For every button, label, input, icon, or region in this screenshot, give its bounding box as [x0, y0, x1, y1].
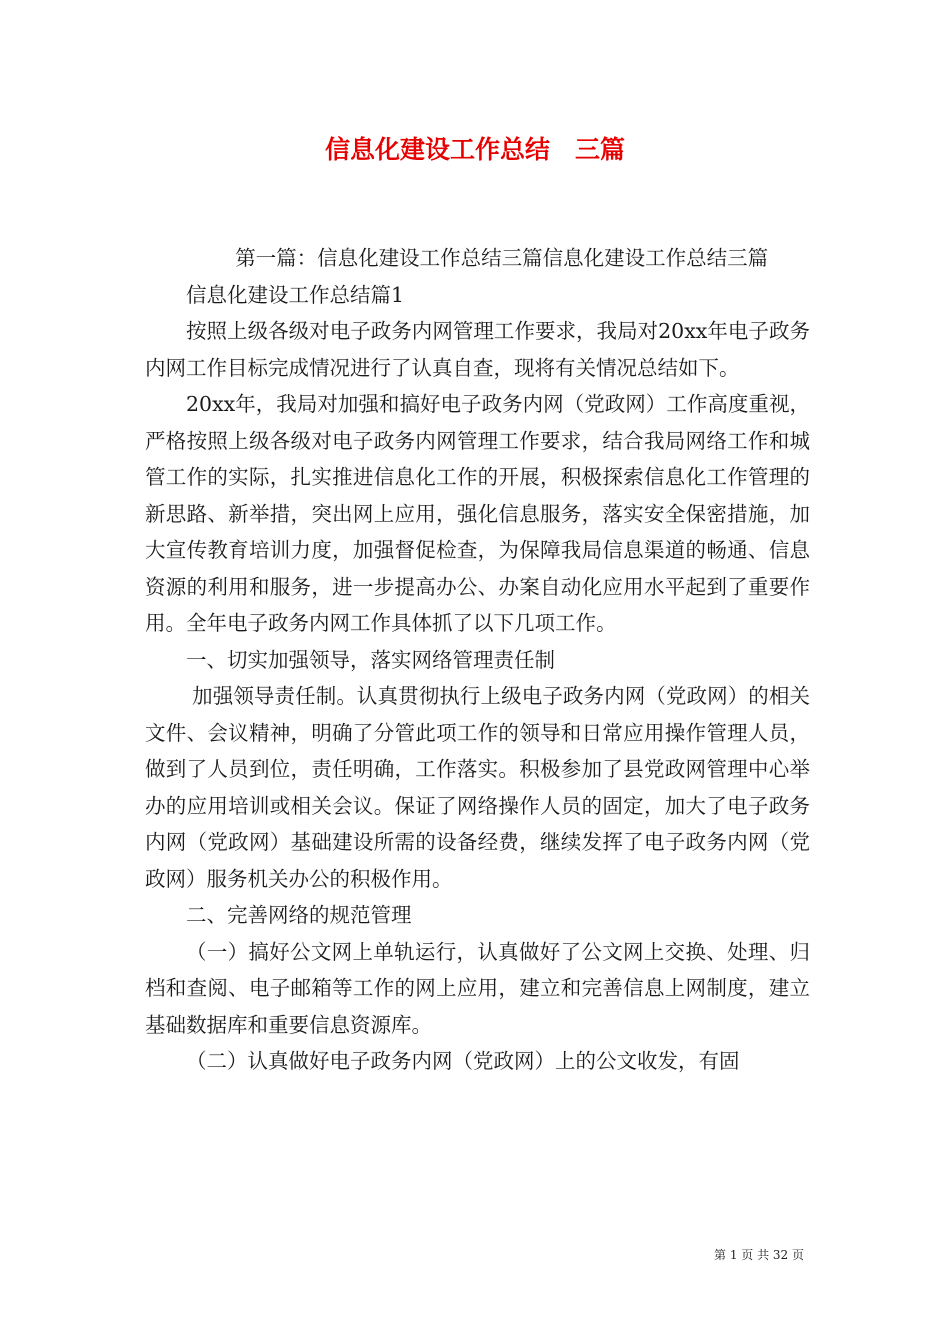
- page-title: 信息化建设工作总结 三篇: [324, 135, 625, 164]
- paragraph-section-1: 加强领导责任制。认真贯彻执行上级电子政务内网（党政网）的相关文件、会议精神，明确了分管此项工作的领导和日常应用操作管理人员，做到了人员到位，责任明确，工作落实。积极参加了县党政网管理中心举办的应用培训或相关会议。保证了网络操作人员的固定，加大了电子政务内网（党政网）基础建设所需的设备经费，继续发挥了电子政务内网（党政网）服务机关办公的积极作用。: [145, 684, 810, 891]
- paragraph-item-1: （一）搞好公文网上单轨运行，认真做好了公文网上交换、处理、归档和查阅、电子邮箱等工作的网上应用，建立和完善信息上网制度，建立基础数据库和重要信息资源库。: [145, 939, 810, 1037]
- paragraph-overview: 20xx年，我局对加强和搞好电子政务内网（党政网）工作高度重视，严格按照上级各级对电子政务内网管理工作要求，结合我局网络工作和城管工作的实际，扎实推进信息化工作的开展，积极探索信息化工作管理的新思路、新举措，突出网上应用，强化信息服务，落实安全保密措施，加大宣传教育培训力度，加强督促检查，为保障我局信息渠道的畅通、信息资源的利用和服务，进一步提高办公、办案自动化应用水平起到了重要作用。全年电子政务内网工作具体抓了以下几项工作。: [145, 392, 810, 635]
- page-number: 第 1 页 共 32 页: [714, 1248, 804, 1262]
- paragraph-intro: 按照上级各级对电子政务内网管理工作要求，我局对20xx年电子政务内网工作目标完成情况进行了认真自查，现将有关情况总结如下。: [145, 319, 810, 380]
- paragraph-subtitle: 信息化建设工作总结篇1: [186, 282, 405, 307]
- document-body: [145, 240, 810, 1080]
- section-heading-2: 二、完善网络的规范管理: [186, 903, 412, 927]
- section-heading-1: 一、切实加强领导，落实网络管理责任制: [186, 647, 555, 672]
- paragraph-item-2: （二）认真做好电子政务内网（党政网）上的公文收发，有固: [186, 1049, 740, 1073]
- paragraph-chapter-heading: 第一篇：信息化建设工作总结三篇信息化建设工作总结三篇: [235, 246, 769, 270]
